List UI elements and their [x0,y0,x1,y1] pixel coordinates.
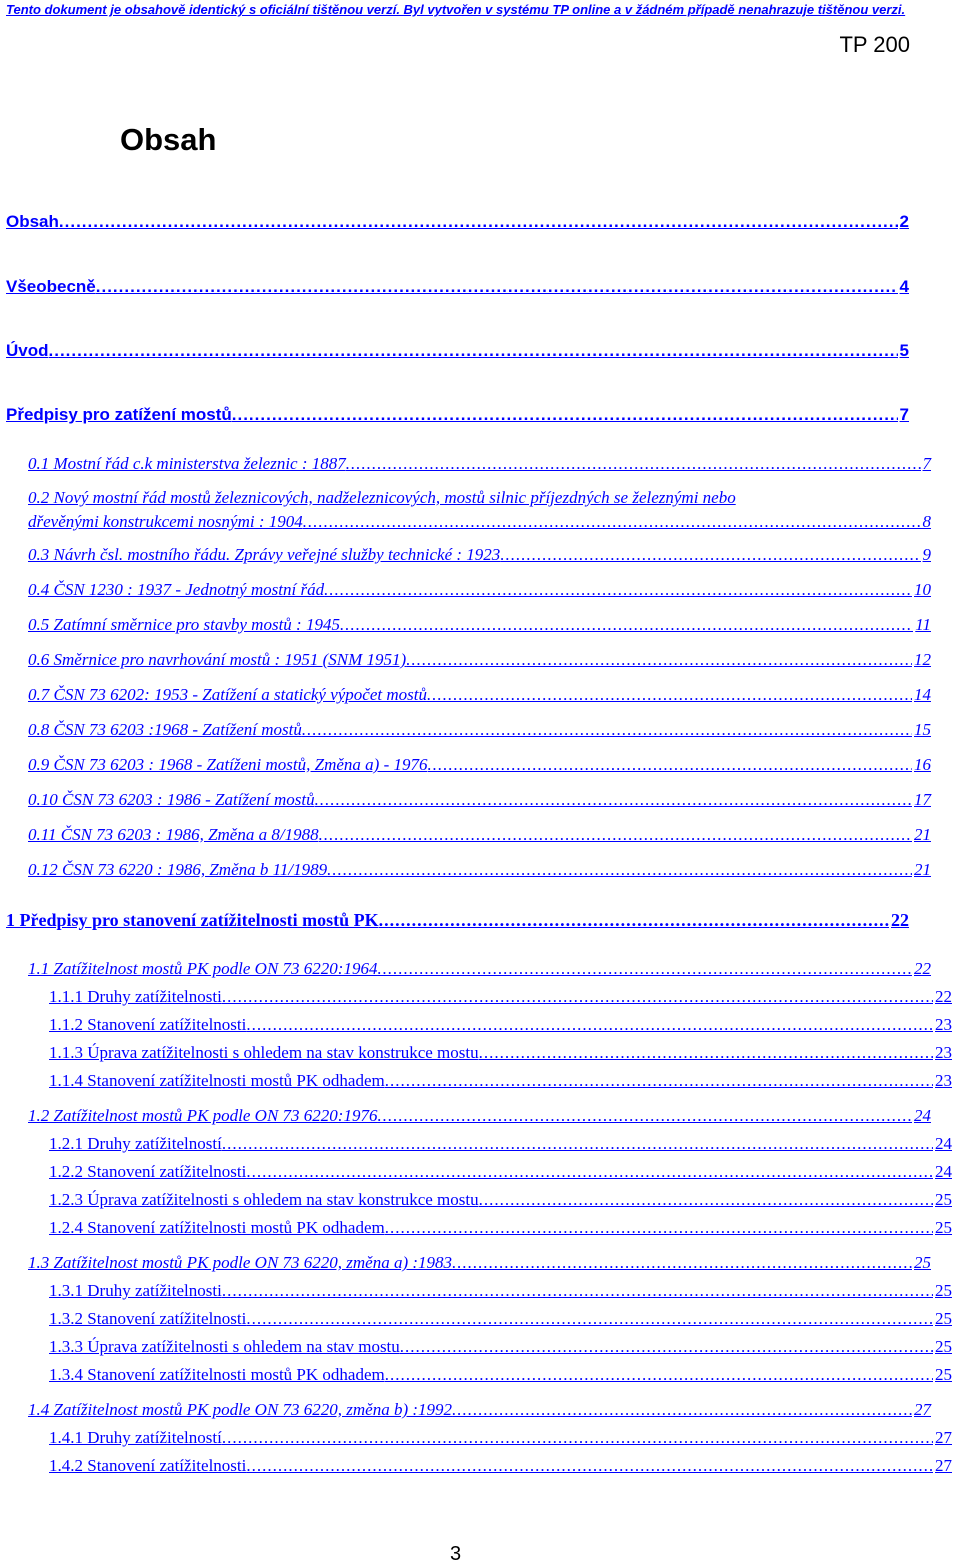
toc-entry-page: 22 [935,987,952,1006]
dot-leader [427,685,912,705]
toc-entry-page: 25 [935,1365,952,1384]
toc-entry-page: 2 [899,212,909,231]
toc-entry-page: 22 [891,910,909,930]
toc-entry-0-7[interactable] [28,685,931,705]
dot-leader [327,860,912,880]
toc-entry-0-11[interactable] [28,825,931,845]
toc-entry-1-4-1[interactable] [49,1428,952,1448]
toc-entry-page: 25 [935,1281,952,1300]
toc-entry-page: 12 [914,650,931,669]
dot-leader [59,212,898,232]
dot-leader [385,1365,933,1385]
toc-entry-label: 0.5 Zatímní směrnice pro stavby mostů : 1945 [28,615,340,634]
toc-entry-1-3-3[interactable] [49,1337,952,1357]
toc-entry-page: 17 [914,790,931,809]
toc-entry-1-3-4[interactable] [49,1365,952,1385]
toc-entry-label: 0.6 Směrnice pro navrhování mostů : 1951 (SNM 1951) [28,650,407,669]
toc-entry-label: 1.4 Zatížitelnost mostů PK podle ON 73 6220, změna b) :1992 [28,1400,453,1419]
toc-entry-label: 1 Předpisy pro stanovení zatížitelnosti mostů PK [6,910,379,930]
toc-entry-label: 1.3.3 Úprava zatížitelnosti s ohledem na stav mostu [49,1337,400,1356]
dot-leader [222,1134,933,1154]
toc-entry-page: 22 [914,959,931,978]
toc-entry-label: 0.7 ČSN 73 6202: 1953 - Zatížení a statický výpočet mostů [28,685,427,704]
dot-leader [452,1253,912,1273]
toc-entry-0-3[interactable] [28,545,931,565]
toc-entry-page: 25 [935,1218,952,1237]
toc-entry-page: 23 [935,1043,952,1062]
toc-entry-label-line2: dřevěnými konstrukcemi nosnými : 1904 [28,512,303,531]
toc-entry-1-1-3[interactable] [49,1043,952,1063]
toc-entry-label: 1.2.3 Úprava zatížitelnosti s ohledem na stav konstrukce mostu [49,1190,479,1209]
dot-leader [452,1400,912,1420]
toc-entry-label: 1.1.4 Stanovení zatížitelnosti mostů PK odhadem [49,1071,385,1090]
toc-entry-label: 1.1.1 Druhy zatížitelnosti [49,987,222,1006]
official-version-banner[interactable]: Tento dokument je obsahově identický s oficiální tištěnou verzí. Byl vytvořen v systému TP online a v žádném případě nenahrazuje tištěnou verzi. [6,2,906,17]
toc-entry-1-2-2[interactable] [49,1162,952,1182]
toc-entry-label: Všeobecně [6,277,96,296]
toc-entry-1-1-1[interactable] [49,987,952,1007]
toc-entry-page: 15 [914,720,931,739]
toc-entry-page: 24 [914,1106,931,1125]
toc-entry-1-4[interactable] [28,1400,931,1420]
toc-entry-page: 5 [899,341,909,360]
toc-entry-page: 21 [914,825,931,844]
dot-leader [385,1218,933,1238]
toc-entry-page: 24 [935,1134,952,1153]
toc-entry-page: 16 [914,755,931,774]
toc-entry-label: 0.10 ČSN 73 6203 : 1986 - Zatížení mostů [28,790,315,809]
dot-leader [479,1190,933,1210]
page-number: 3 [450,1543,462,1565]
toc-entry-1-2-4[interactable] [49,1218,952,1238]
dot-leader [96,277,898,297]
toc-entry-0-8[interactable] [28,720,931,740]
toc-entry-0-4[interactable] [28,580,931,600]
dot-leader [324,580,912,600]
dot-leader [246,1456,933,1476]
dot-leader [315,790,912,810]
toc-entry-label: 1.2.1 Druhy zatížitelností [49,1134,222,1153]
toc-entry-label: 0.11 ČSN 73 6203 : 1986, Změna a 8/1988 [28,825,319,844]
toc-entry-label: 1.4.1 Druhy zatížitelností [49,1428,222,1447]
toc-entry-0-9[interactable] [28,755,931,775]
toc-entry-label: 0.9 ČSN 73 6203 : 1968 - Zatíženi mostů, Změna a) - 1976 [28,755,428,774]
dot-leader [319,825,912,845]
toc-entry-1-3-1[interactable] [49,1281,952,1301]
dot-leader [340,615,913,635]
toc-entry-1-2[interactable] [28,1106,931,1126]
toc-entry-page: 11 [915,615,931,634]
toc-entry-page: 27 [914,1400,931,1419]
toc-entry-page: 24 [935,1162,952,1181]
toc-entry-0-2[interactable] [28,486,931,534]
toc-entry-page: 25 [935,1190,952,1209]
toc-entry-obsah[interactable] [6,212,909,232]
dot-leader [428,755,913,775]
dot-leader [246,1309,933,1329]
dot-leader [406,650,912,670]
toc-entry-page: 14 [914,685,931,704]
dot-leader [232,405,898,425]
document-code: TP 200 [839,32,910,57]
toc-entry-predpisy[interactable] [6,405,909,425]
toc-entry-vseobecne[interactable] [6,277,909,297]
toc-entry-label: Předpisy pro zatížení mostů [6,405,232,424]
dot-leader [222,1428,933,1448]
toc-entry-label: 1.2 Zatížitelnost mostů PK podle ON 73 6220:1976 [28,1106,378,1125]
toc-entry-1-2-1[interactable] [49,1134,952,1154]
dot-leader [222,1281,933,1301]
toc-entry-0-6[interactable] [28,650,931,670]
toc-entry-label: 0.4 ČSN 1230 : 1937 - Jednotný mostní řád [28,580,325,599]
dot-leader [400,1337,933,1357]
toc-entry-1-2-3[interactable] [49,1190,952,1210]
toc-entry-1-3[interactable] [28,1253,931,1273]
toc-entry-page: 7 [922,454,931,473]
toc-entry-label-line1: 0.2 Nový mostní řád mostů železnicových, nadželeznicových, mostů silnic příjezdných se železnými nebo [28,488,736,507]
toc-entry-1-1-2[interactable] [49,1015,952,1035]
toc-entry-label: 1.2.2 Stanovení zatížitelnosti [49,1162,247,1181]
toc-entry-label: 0.3 Návrh čsl. mostního řádu. Zprávy veřejné služby technické : 1923 [28,545,501,564]
toc-entry-page: 25 [914,1253,931,1272]
toc-entry-label: 0.1 Mostní řád c.k ministerstva železnic : 1887 [28,454,346,473]
toc-entry-label: 0.12 ČSN 73 6220 : 1986, Změna b 11/1989 [28,860,328,879]
dot-leader [246,1162,933,1182]
toc-entry-page: 7 [899,405,909,424]
dot-leader [346,454,921,474]
toc-entry-0-5[interactable] [28,615,931,635]
toc-entry-1-3-2[interactable] [49,1309,952,1329]
toc-entry-page: 8 [922,512,931,531]
toc-entry-label: 1.1 Zatížitelnost mostů PK podle ON 73 6220:1964 [28,959,378,978]
toc-entry-page: 10 [914,580,931,599]
toc-entry-page: 25 [935,1309,952,1328]
toc-entry-label: 1.3 Zatížitelnost mostů PK podle ON 73 6220, změna a) :1983 [28,1253,453,1272]
page-title: Obsah [120,122,217,157]
toc-entry-uvod[interactable] [6,341,909,361]
toc-entry-label: 1.3.1 Druhy zatížitelnosti [49,1281,222,1300]
toc-entry-label: 1.1.2 Stanovení zatížitelnosti [49,1015,247,1034]
dot-leader [379,910,889,931]
toc-entry-1-4-2[interactable] [49,1456,952,1476]
dot-leader [49,341,898,361]
toc-entry-label: 1.2.4 Stanovení zatížitelnosti mostů PK odhadem [49,1218,385,1237]
toc-entry-label: Obsah [6,212,59,231]
toc-entry-page: 27 [935,1456,952,1475]
dot-leader [303,510,923,534]
toc-entry-page: 21 [914,860,931,879]
toc-entry-label: Úvod [6,341,49,360]
dot-leader [302,720,912,740]
dot-leader [222,987,933,1007]
toc-entry-page: 23 [935,1071,952,1090]
toc-entry-page: 23 [935,1015,952,1034]
toc-entry-1-1-4[interactable] [49,1071,952,1091]
toc-entry-chapter-1[interactable] [6,910,909,931]
toc-entry-page: 4 [899,277,909,296]
toc-entry-0-1[interactable] [28,454,931,474]
toc-entry-label: 1.3.4 Stanovení zatížitelnosti mostů PK odhadem [49,1365,385,1384]
toc-entry-label: 1.3.2 Stanovení zatížitelnosti [49,1309,247,1328]
toc-entry-label: 1.1.3 Úprava zatížitelnosti s ohledem na stav konstrukce mostu [49,1043,479,1062]
dot-leader [479,1043,933,1063]
dot-leader [377,959,912,979]
toc-entry-page: 9 [922,545,931,564]
dot-leader [385,1071,933,1091]
toc-entry-0-12[interactable] [28,860,931,880]
dot-leader [500,545,920,565]
toc-entry-page: 27 [935,1428,952,1447]
dot-leader [246,1015,933,1035]
dot-leader [377,1106,912,1126]
toc-entry-label: 0.8 ČSN 73 6203 :1968 - Zatížení mostů [28,720,302,739]
toc-entry-0-10[interactable] [28,790,931,810]
toc-entry-1-1[interactable] [28,959,931,979]
toc-entry-page: 25 [935,1337,952,1356]
toc-entry-label: 1.4.2 Stanovení zatížitelnosti [49,1456,247,1475]
